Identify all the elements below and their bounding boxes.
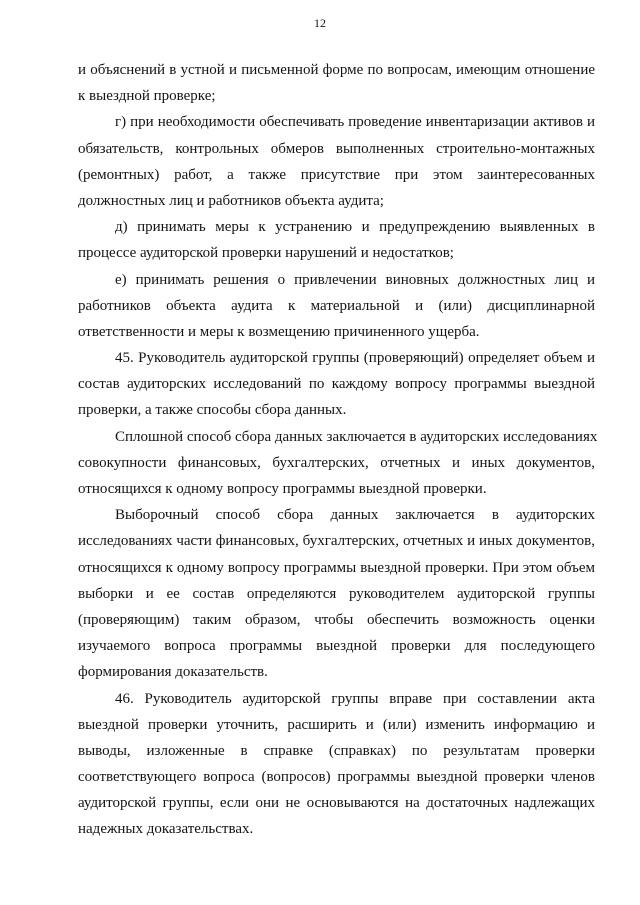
paragraph-p45 bbox=[78, 345, 595, 424]
text-line: надежных доказательствах. bbox=[78, 821, 254, 838]
paragraph-d bbox=[78, 214, 595, 266]
paragraph-p46 bbox=[78, 686, 595, 843]
text-line: к выездной проверке; bbox=[78, 88, 216, 105]
text-line: и объяснений в устной и письменной форме по вопросам, имеющим отношение bbox=[78, 62, 595, 78]
paragraph-e bbox=[78, 267, 595, 346]
document-body bbox=[78, 57, 598, 843]
paragraph-sample bbox=[78, 502, 595, 685]
text-line: относящихся к одному вопросу программы выездной проверки. При этом объем bbox=[78, 559, 595, 576]
text-line: формирования доказательств. bbox=[78, 664, 268, 681]
text-line: д) принимать меры к устранению и предупреждению выявленных в bbox=[115, 219, 595, 236]
text-line: Выборочный способ сбора данных заключается в аудиторских bbox=[115, 507, 595, 524]
text-line: относящихся к одному вопросу программы выездной проверки. bbox=[78, 481, 487, 497]
text-line: (ремонтных) работ, а также присутствие при этом заинтересованных bbox=[78, 166, 595, 183]
text-line: исследованиях части финансовых, бухгалтерских, отчетных и иных документов, bbox=[78, 533, 595, 550]
text-line: выводы, изложенные в справке (справках) по результатам проверки bbox=[78, 742, 595, 759]
text-line: обязательств, контрольных обмеров выполненных строительно-монтажных bbox=[78, 140, 595, 157]
text-line: 45. Руководитель аудиторской группы (проверяющий) определяет объем и bbox=[115, 350, 595, 367]
text-line: ответственности и меры к возмещению причиненного ущерба. bbox=[78, 323, 480, 340]
text-line: аудиторской группы, если они не основываются на достаточных надлежащих bbox=[78, 795, 595, 812]
paragraph-g bbox=[78, 109, 595, 214]
paragraph-solid bbox=[78, 424, 598, 503]
text-line: 46. Руководитель аудиторской группы вправе при составлении акта bbox=[115, 690, 595, 707]
text-line: (проверяющим) таким образом, чтобы обеспечить возможность оценки bbox=[78, 611, 595, 628]
text-line: проверки, а также способы сбора данных. bbox=[78, 402, 347, 419]
text-line: процессе аудиторской проверки нарушений и недостатков; bbox=[78, 245, 454, 262]
text-line: состав аудиторских исследований по каждому вопросу программы выездной bbox=[78, 376, 595, 393]
page-number: 12 bbox=[314, 16, 326, 30]
text-line: соответствующего вопроса (вопросов) программы выездной проверки членов bbox=[78, 769, 595, 786]
text-line: е) принимать решения о привлечении виновных должностных лиц и bbox=[115, 271, 595, 288]
text-line: г) при необходимости обеспечивать проведение инвентаризации активов и bbox=[115, 114, 595, 131]
text-line: выборки и ее состав определяются руководителем аудиторской группы bbox=[78, 585, 595, 602]
paragraph-cont bbox=[78, 57, 595, 109]
text-line: Сплошной способ сбора данных заключается в аудиторских исследованиях bbox=[115, 428, 598, 445]
text-line: выездной проверки уточнить, расширить и (или) изменить информацию и bbox=[78, 716, 595, 733]
text-line: изучаемого вопроса программы выездной проверки для последующего bbox=[78, 638, 595, 655]
text-line: совокупности финансовых, бухгалтерских, отчетных и иных документов, bbox=[78, 454, 595, 471]
text-line: должностных лиц и работников объекта аудита; bbox=[78, 192, 384, 209]
text-line: работников объекта аудита к материальной и (или) дисциплинарной bbox=[78, 297, 595, 314]
